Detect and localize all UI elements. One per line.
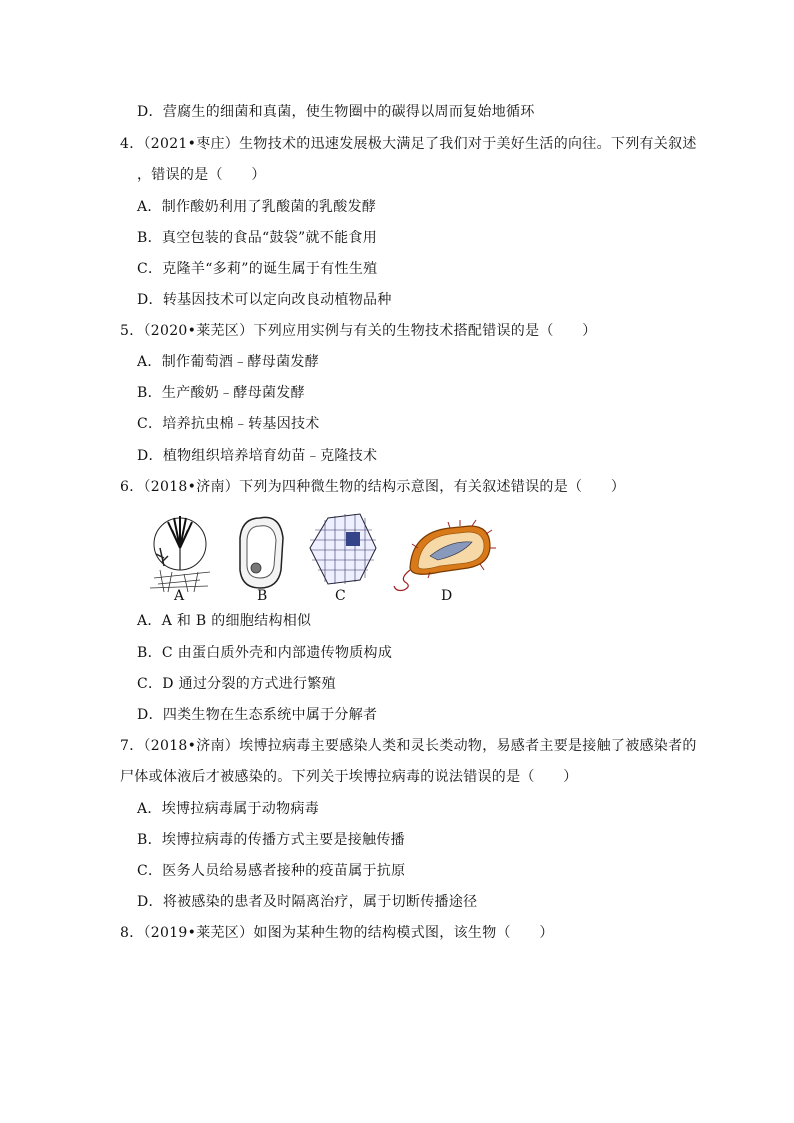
q6-option-a: A．A 和 B 的细胞结构相似 bbox=[137, 613, 312, 629]
q8-stem: 8．（2019•莱芜区）如图为某种生物的结构模式图，该生物（ ） bbox=[120, 925, 554, 941]
q4-option-b: B．真空包装的食品“鼓袋”就不能食用 bbox=[137, 230, 378, 246]
q4-stem: 4．（2021•枣庄）生物技术的迅速发展极大满足了我们对于美好生活的向往。下列有关叙述 bbox=[120, 136, 697, 152]
q5-stem: 5．（2020•莱芜区）下列应用实例与有关的生物技术搭配错误的是（ ） bbox=[120, 323, 597, 339]
q5-option-b: B．生产酸奶﹣酵母菌发酵 bbox=[137, 385, 305, 401]
bacterium-illustration bbox=[394, 520, 496, 591]
q7-option-b: B．埃博拉病毒的传播方式主要是接触传播 bbox=[137, 832, 405, 848]
figure-label-b: B bbox=[257, 588, 268, 604]
q5-option-a: A．制作葡萄酒﹣酵母菌发酵 bbox=[137, 354, 320, 370]
q6-option-d: D．四类生物在生态系统中属于分解者 bbox=[137, 707, 378, 723]
q7-option-d: D．将被感染的患者及时隔离治疗，属于切断传播途径 bbox=[137, 894, 478, 910]
mold-illustration bbox=[150, 516, 210, 592]
q4-stem-cont: ，错误的是（ ） bbox=[137, 167, 266, 183]
q7-stem: 7．（2018•济南）埃博拉病毒主要感染人类和灵长类动物，易感者主要是接触了被感染者的 bbox=[120, 738, 697, 754]
figure-label-c: C bbox=[335, 588, 346, 604]
q5-option-c: C．培养抗虫棉﹣转基因技术 bbox=[137, 416, 320, 432]
figure-label-a: A bbox=[174, 588, 185, 604]
q6-option-c: C．D 通过分裂的方式进行繁殖 bbox=[137, 676, 336, 692]
q4-option-d: D．转基因技术可以定向改良动植物品种 bbox=[137, 292, 392, 308]
q4-option-c: C．克隆羊“多莉”的诞生属于有性生殖 bbox=[137, 261, 378, 277]
microorganism-figure bbox=[150, 508, 510, 608]
q7-stem-cont: 尸体或体液后才被感染的。下列关于埃博拉病毒的说法错误的是（ ） bbox=[120, 769, 578, 785]
q6-stem: 6．（2018•济南）下列为四种微生物的结构示意图，有关叙述错误的是（ ） bbox=[120, 479, 626, 495]
q3-option-d: D．营腐生的细菌和真菌，使生物圈中的碳得以周而复始地循环 bbox=[137, 104, 535, 120]
yeast-cell-illustration bbox=[240, 517, 283, 588]
q7-option-c: C．医务人员给易感者接种的疫苗属于抗原 bbox=[137, 863, 406, 879]
virus-illustration bbox=[310, 514, 376, 584]
q4-option-a: A．制作酸奶利用了乳酸菌的乳酸发酵 bbox=[137, 199, 377, 215]
q6-option-b: B．C 由蛋白质外壳和内部遗传物质构成 bbox=[137, 645, 393, 661]
q5-option-d: D．植物组织培养培育幼苗﹣克隆技术 bbox=[137, 448, 378, 464]
figure-label-d: D bbox=[441, 588, 453, 604]
q7-option-a: A．埃博拉病毒属于动物病毒 bbox=[137, 801, 320, 817]
